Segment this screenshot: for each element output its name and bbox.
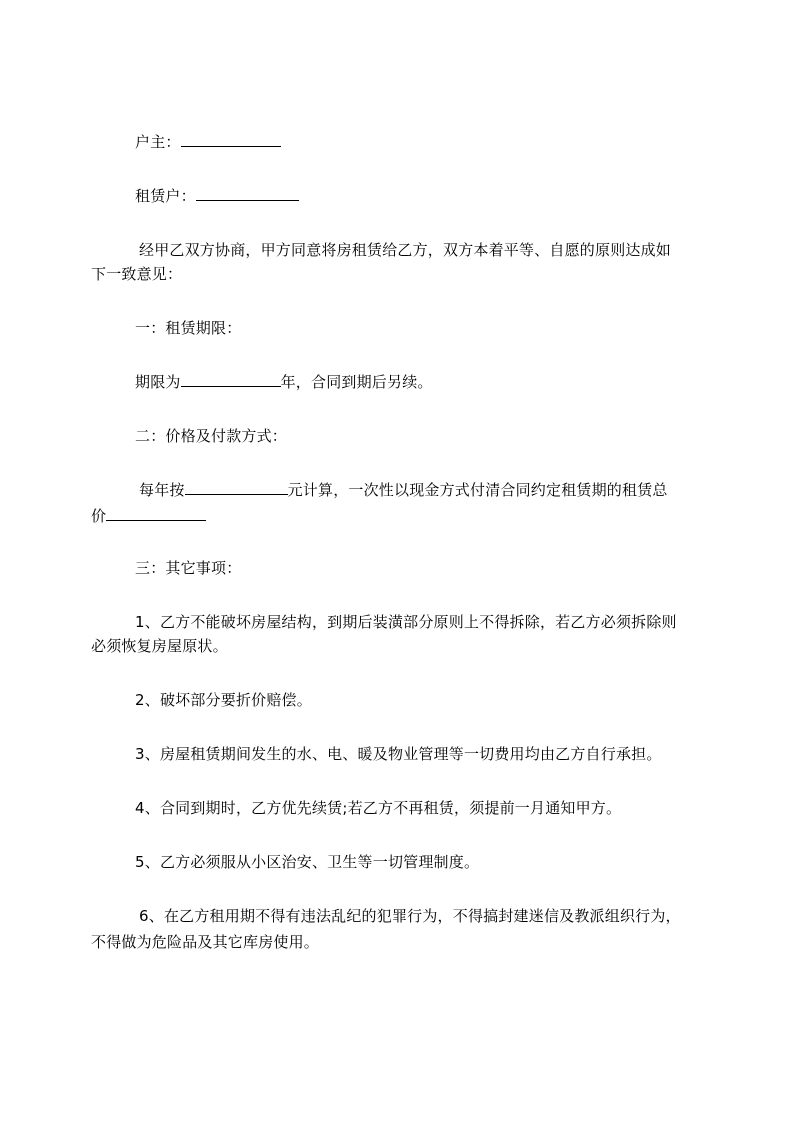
- intro-line-2: 下一致意见：: [91, 265, 183, 283]
- item2: 2、破坏部分要折价赔偿。: [135, 691, 312, 709]
- section3-heading: 三：其它事项：: [135, 559, 242, 577]
- item6-line-1: 6、在乙方租用期不得有违法乱纪的犯罪行为，不得搞封建迷信及教派组织行为，: [139, 907, 681, 925]
- total-prefix: 价: [91, 507, 107, 525]
- section1-heading: 一：租赁期限：: [135, 319, 242, 337]
- item1-line-1: 1、乙方不能破坏房屋结构，到期后装潢部分原则上不得拆除，若乙方必须拆除则: [135, 613, 677, 631]
- price-line-2: [91, 506, 206, 526]
- price-line-1: [139, 480, 668, 500]
- price-prefix: 每年按: [139, 481, 185, 499]
- item5: 5、乙方必须服从小区治安、卫生等一切管理制度。: [135, 853, 480, 871]
- item1-line-2: 必须恢复房屋原状。: [91, 637, 228, 655]
- term-prefix: 期限为: [135, 373, 181, 391]
- tenant-label: 租赁户：: [135, 187, 196, 205]
- term-line: [135, 372, 433, 392]
- price-suffix: 元计算，一次性以现金方式付清合同约定租赁期的租赁总: [287, 481, 668, 499]
- tenant-line: [135, 186, 299, 206]
- item6-line-2: 不得做为危险品及其它库房使用。: [91, 933, 320, 951]
- owner-label: 户主：: [135, 133, 181, 151]
- section2-heading: 二：价格及付款方式：: [135, 427, 288, 445]
- item3: 3、房屋租赁期间发生的水、电、暖及物业管理等一切费用均由乙方自行承担。: [135, 745, 662, 763]
- intro-line-1: 经甲乙双方协商，甲方同意将房租赁给乙方，双方本着平等、自愿的原则达成如: [139, 241, 672, 259]
- owner-line: [135, 132, 281, 152]
- price-blank[interactable]: [185, 480, 288, 495]
- term-blank[interactable]: [181, 372, 281, 387]
- owner-blank[interactable]: [181, 132, 281, 147]
- term-suffix: 年，合同到期后另续。: [280, 373, 433, 391]
- tenant-blank[interactable]: [196, 186, 299, 201]
- total-blank[interactable]: [106, 506, 206, 521]
- item4: 4、合同到期时，乙方优先续赁;若乙方不再租赁，须提前一月通知甲方。: [135, 799, 622, 817]
